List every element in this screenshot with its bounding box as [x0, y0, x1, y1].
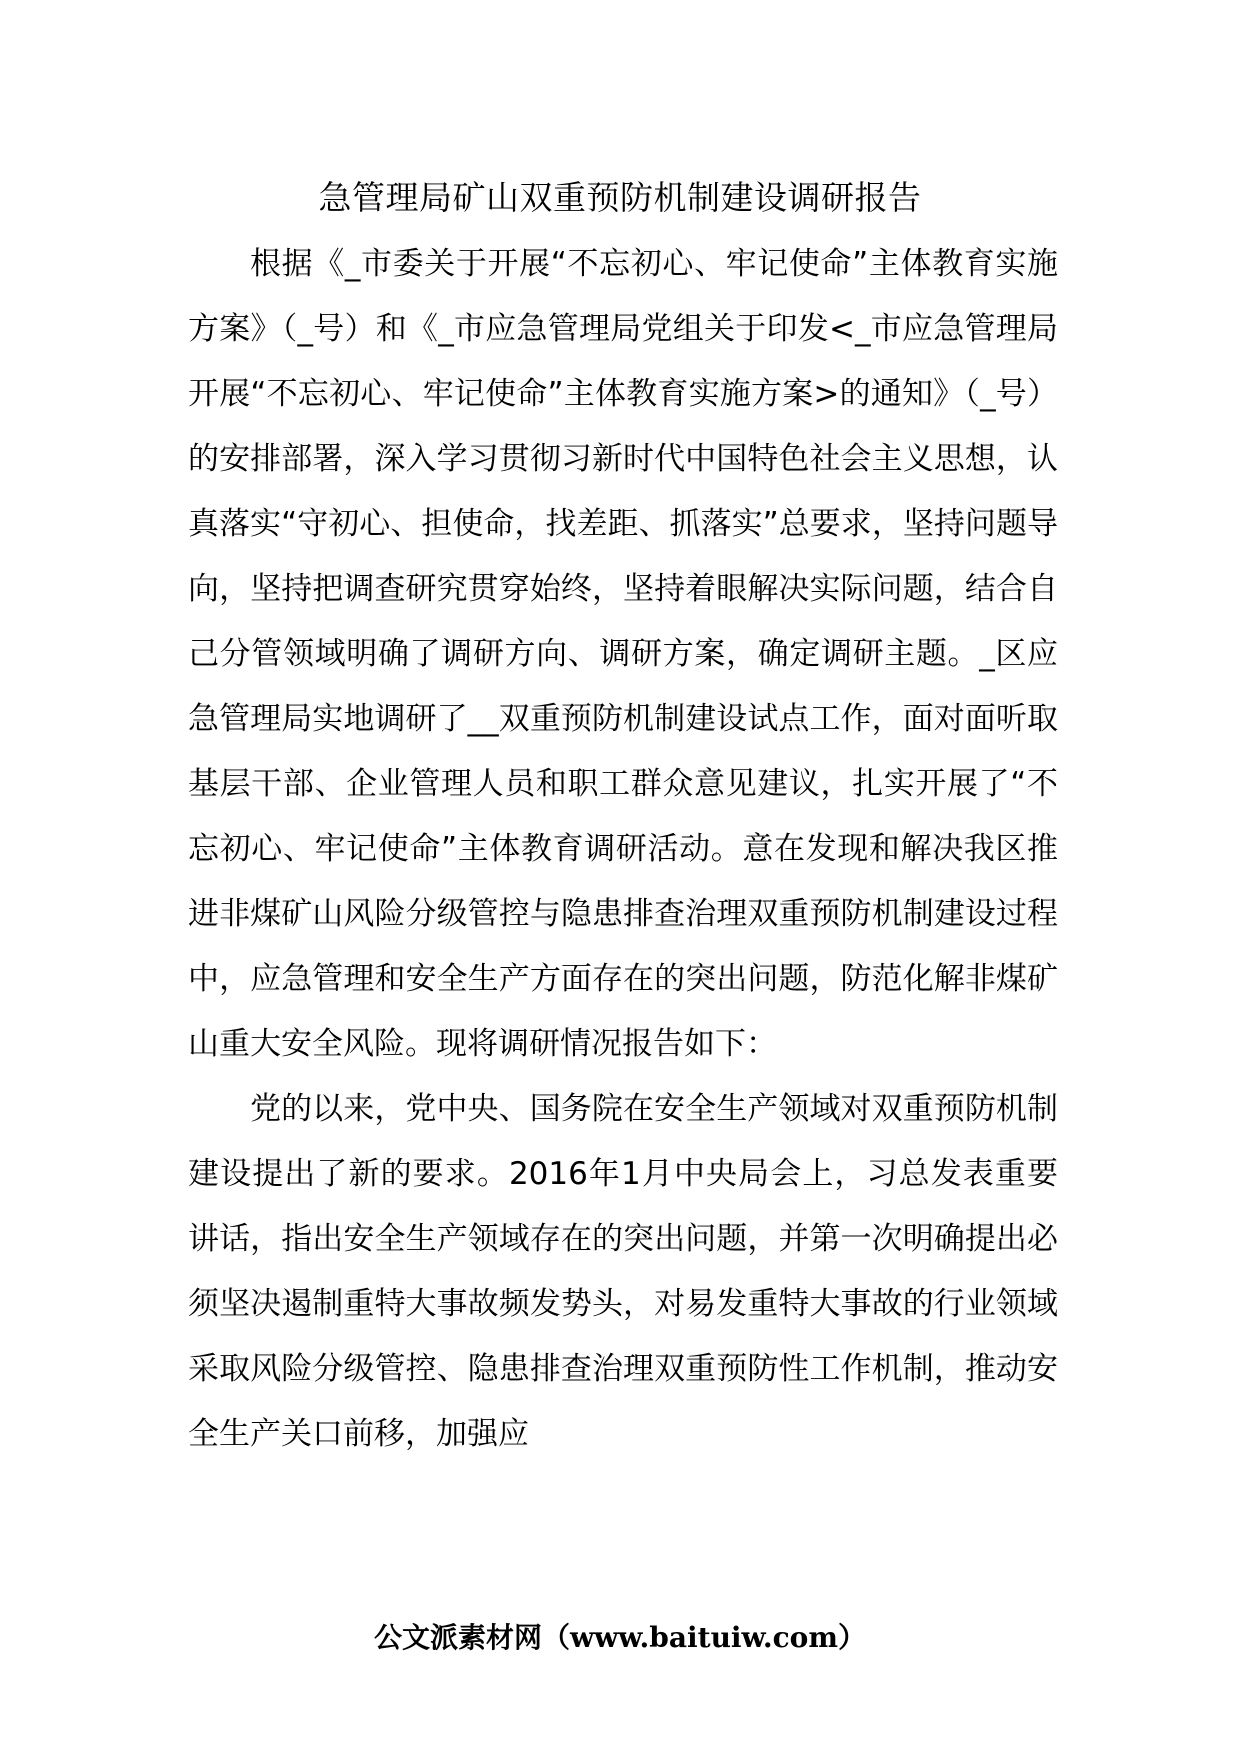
paragraph-1: 根据《_市委关于开展“不忘初心、牢记使命”主体教育实施方案》（_号）和《_市应急管理局党组关于印发<_市应急管理局开展“不忘初心、牢记使命”主体教育实施方案>的通知》（_号）的安排部署，深入学习贯彻习新时代中国特色社会主义思想，认真落实“守初心、担使命，找差距、抓落实”总要求，坚持问题导向，坚持把调查研究贯穿始终，坚持着眼解决实际问题，结合自己分管领域明确了调研方向、调研方案，确定调研主题。_区应急管理局实地调研了__双重预防机制建设试点工作，面对面听取基层干部、企业管理人员和职工群众意见建议，扎实开展了“不忘初心、牢记使命”主体教育调研活动。意在发现和解决我区推进非煤矿山风险分级管控与隐患排查治理双重预防机制建设过程中，应急管理和安全生产方面存在的突出问题，防范化解非煤矿山重大安全风险。现将调研情况报告如下： — [188, 246, 1058, 1062]
document-title: 急管理局矿山双重预防机制建设调研报告 — [318, 178, 922, 217]
footer-watermark: 公文派素材网（www.baituiw.com） — [374, 1621, 866, 1654]
document-body — [188, 232, 1058, 1467]
paragraph-2: 党的以来，党中央、国务院在安全生产领域对双重预防机制建设提出了新的要求。2016年1月中央局会上，习总发表重要讲话，指出安全生产领域存在的突出问题，并第一次明确提出必须坚决遏制重特大事故频发势头，对易发重特大事故的行业领域采取风险分级管控、隐患排查治理双重预防性工作机制，推动安全生产关口前移，加强应 — [188, 1091, 1058, 1452]
